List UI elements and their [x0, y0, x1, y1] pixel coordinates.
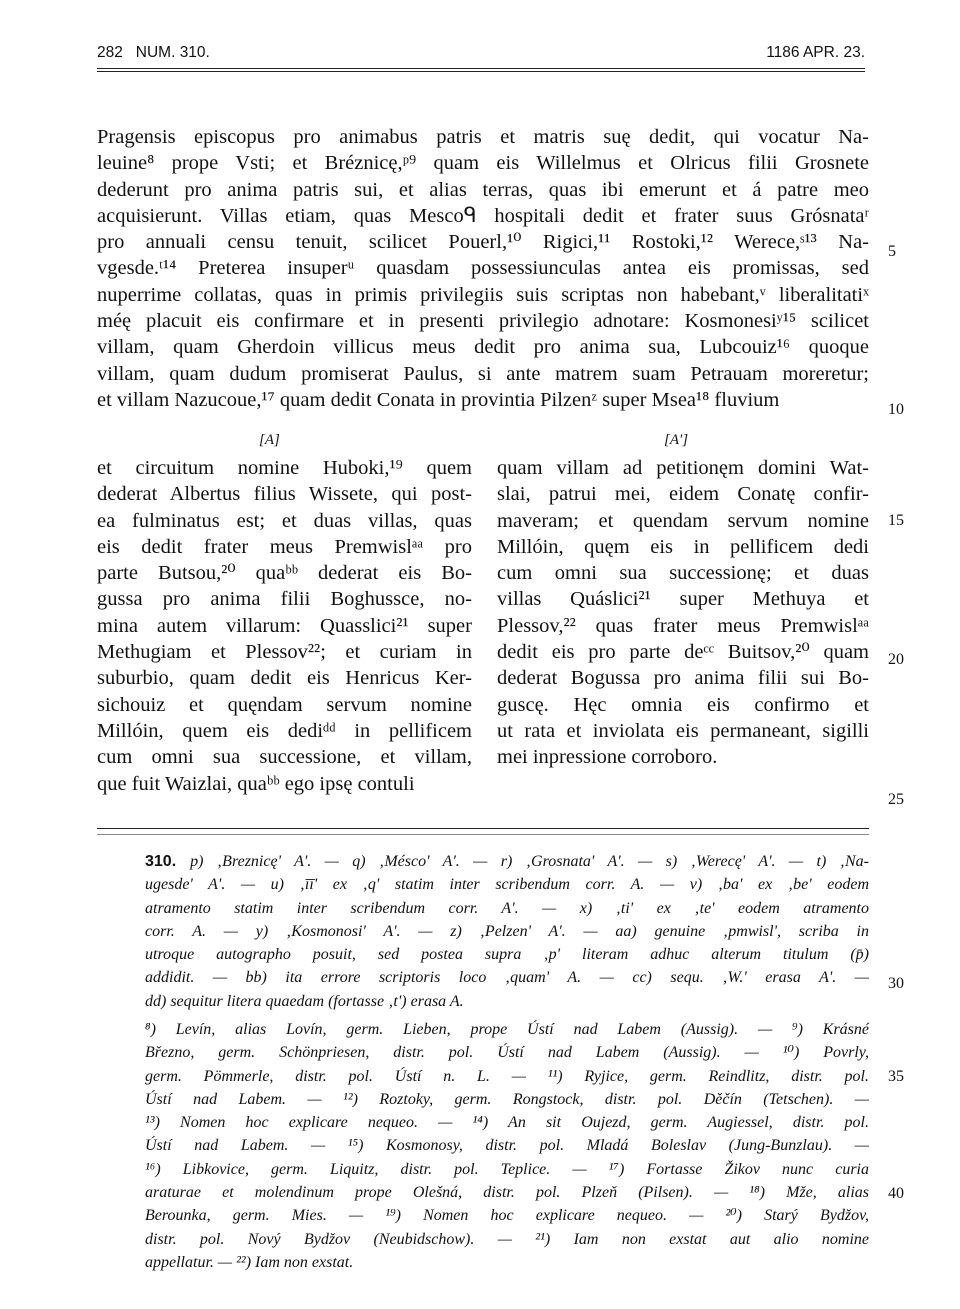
column-line: cum omni sua successionę; et duas — [497, 562, 869, 585]
footnote-line: ⁸) Levín, alias Lovín, germ. Lieben, prope Ústí nad Labem (Aussig). — ⁹) Krásné — [145, 1021, 869, 1038]
column-line: villas Quáslici²¹ super Methuya et — [497, 588, 869, 611]
column-line: mina autem villarum: Quasslici²¹ super — [97, 614, 472, 637]
column-line: et circuitum nomine Huboki,¹⁹ quem — [97, 457, 472, 479]
text-line: nuperrime collatas, quas in primis privilegiis suis scriptas non habebant,ᵛ liberalitatiˣ — [97, 283, 869, 306]
line-number: 10 — [888, 401, 904, 418]
line-number: 5 — [888, 243, 896, 260]
text-line: pro annuali censu tenuit, scilicet Pouerl,¹⁰ Rigici,¹¹ Rostoki,¹² Werece,ˢ¹³ Na- — [97, 231, 869, 254]
footnote-line: Berounka, germ. Mies. — ¹⁹) Nomen hoc explicare nequeo. — ²⁰) Starý Bydžov, — [145, 1207, 869, 1225]
text-line: vgesde.ᵗ¹⁴ Preterea insuperᵘ quasdam possessiunculas antea eis promissas, sed — [97, 257, 869, 280]
text-line: villam, quam Gherdoin villicus meus dedit pro anima sua, Lubcouiz¹⁶ quoque — [97, 336, 869, 359]
column-line: ea fulminatus est; et duas villas, quas — [97, 509, 472, 532]
header-rule — [97, 68, 865, 69]
text-line: Pragensis episcopus pro animabus patris et matris suę dedit, qui vocatur Na- — [97, 126, 869, 148]
column-line: gussa pro anima filii Boghussce, no- — [97, 588, 472, 611]
column-line: dederat Albertus filius Wissete, qui post- — [97, 483, 472, 506]
notes-rule — [97, 828, 869, 829]
column-line: guscę. Hęc omnia eis confirmo et — [497, 693, 869, 716]
column-line: Methugiam et Plessov²²; et curiam in — [97, 641, 472, 664]
column-line: parte Butsou,²⁰ quaᵇᵇ dederat eis Bo- — [97, 562, 472, 585]
footnote-line: Ústí nad Labem. — ¹⁵) Kosmonosy, distr. pol. Mladá Boleslav (Jung-Bunzlau). — — [145, 1137, 869, 1155]
text-line: villam, quam dudum promiserat Paulus, si ante matrem suam Petrauam moreretur; — [97, 362, 869, 385]
column-line: maveram; et quendam servum nomine — [497, 509, 869, 532]
document-number: 310. — [145, 853, 177, 870]
text-line: acquisierunt. Villas etiam, quas Mescoᑫ hospitali dedit et frater suus Grósnataʳ — [97, 204, 869, 227]
column-line: quam villam ad petitionęm domini Wat- — [497, 457, 869, 479]
column-a-prime — [497, 455, 869, 771]
column-line: dedit eis pro parte deᶜᶜ Buitsov,²⁰ quam — [497, 641, 869, 664]
column-line: ut rata et inviolata eis permaneant, sigilli — [497, 719, 869, 742]
note-line: ugesde' A'. — u) ‚īī' ex ‚q' statim inter scribendum corr. A. — v) ‚ba' ex ‚be' eodem — [145, 876, 869, 894]
column-line: que fuit Waizlai, quaᵇᵇ ego ipsę contuli — [97, 772, 415, 795]
line-number: 35 — [888, 1068, 904, 1085]
recension-tags — [97, 432, 869, 454]
text-line: et villam Nazucoue,¹⁷ quam dedit Conata in provintia Pilzenᶻ super Msea¹⁸ fluvium — [97, 388, 780, 411]
footnotes — [145, 1018, 869, 1274]
main-text — [97, 124, 869, 413]
note-line: addidit. — bb) ita errore scriptoris loco ‚quam' A. — cc) sequ. ‚W.' erasa A'. — — [145, 969, 869, 987]
column-line: Millóin, quem eis dediᵈᵈ in pellificem — [97, 719, 472, 742]
header-right: 1186 APR. 23. — [766, 44, 865, 61]
text-line: leuine⁸ prope Vsti; et Bréznicę,ᵖ⁹ quam eis Willelmus et Olricus filii Grosnete — [97, 152, 869, 175]
column-line: suburbio, quam dedit eis Henricus Ker- — [97, 667, 472, 690]
column-line: mei inpressione corroboro. — [497, 746, 718, 769]
note-line: dd) sequitur litera quaedam (fortasse ‚t') erasa A. — [145, 992, 464, 1010]
note-line: atramento statim inter scribendum corr. A'. — x) ‚ti' ex ‚te' eodem atramento — [145, 899, 869, 917]
recension-tag-a-prime: [A'] — [664, 432, 689, 448]
text-line: dederunt pro anima patris sui, et alias terras, quas ibi emerunt et á patre meo — [97, 178, 869, 201]
note-text: p) ‚Breznicę' A'. — q) ‚Mésco' A'. — r) ‚Grosnata' A'. — s) ‚Werecę' A'. — t) ‚Na- — [190, 853, 869, 870]
line-number: 40 — [888, 1185, 904, 1202]
note-line — [145, 850, 869, 873]
line-number: 15 — [888, 512, 904, 529]
footnote-line: ¹⁶) Libkovice, germ. Liquitz, distr. pol. Teplice. — ¹⁷) Fortasse Žikov nunc curia — [145, 1160, 869, 1178]
column-line: sichouiz et quęndam servum nomine — [97, 693, 472, 716]
notes-rule-thin — [97, 834, 869, 835]
footnote-line: ¹³) Nomen hoc explicare nequeo. — ¹⁴) An sit Oujezd, germ. Augiessel, distr. pol. — [145, 1114, 869, 1132]
column-line: Plessov,²² quas frater meus Premwislᵃᵃ — [497, 614, 869, 637]
column-line: Millóin, quęm eis in pellificem dedi — [497, 535, 869, 558]
line-number: 25 — [888, 791, 904, 808]
footnote-line: distr. pol. Nový Bydžov (Neubidschow). — ²¹) Iam non exstat aut alio nomine — [145, 1230, 869, 1248]
footnote-line: Březno, germ. Schönpriesen, distr. pol. Ústí nad Labem (Aussig). — ¹⁰) Povrly, — [145, 1044, 869, 1062]
column-line: cum omni sua successione, et villam, — [97, 746, 472, 769]
footnote-line: germ. Pömmerle, distr. pol. Ústí n. L. — ¹¹) Ryjice, germ. Reindlitz, distr. pol. — [145, 1067, 869, 1085]
column-line: eis dedit frater meus Premwislᵃᵃ pro — [97, 535, 472, 558]
header-rule-double — [97, 71, 865, 72]
column-a — [97, 455, 472, 797]
text-line: méę placuit eis confirmare et in presenti privilegio adnotare: Kosmonesiʸ¹⁵ scilicet — [97, 310, 869, 333]
header-left: 282 NUM. 310. — [97, 44, 210, 61]
note-line: corr. A. — y) ‚Kosmonosi' A'. — z) ‚Pelzen' A'. — aa) genuine ‚pmwisl', scriba in — [145, 922, 869, 940]
line-number: 30 — [888, 975, 904, 992]
line-number: 20 — [888, 651, 904, 668]
note-line: utroque autographo posuit, sed postea supra ‚p' literam adhuc alterum titulum (p̄) — [145, 946, 869, 964]
footnote-line: araturae et molendinum prope Olešná, distr. pol. Plzeň (Pilsen). — ¹⁸) Mže, alias — [145, 1184, 869, 1202]
recension-tag-a: [A] — [259, 432, 280, 448]
column-line: slai, patrui mei, eidem Conatę confir- — [497, 483, 869, 506]
column-line: dederat Bogussa pro anima filii sui Bo- — [497, 667, 869, 690]
critical-apparatus — [145, 850, 869, 1013]
footnote-line: appellatur. — ²²) Iam non exstat. — [145, 1253, 354, 1271]
running-header — [97, 44, 865, 74]
footnote-line: Ústí nad Labem. — ¹²) Roztoky, germ. Rongstock, distr. pol. Děčín (Tetschen). — — [145, 1090, 869, 1108]
